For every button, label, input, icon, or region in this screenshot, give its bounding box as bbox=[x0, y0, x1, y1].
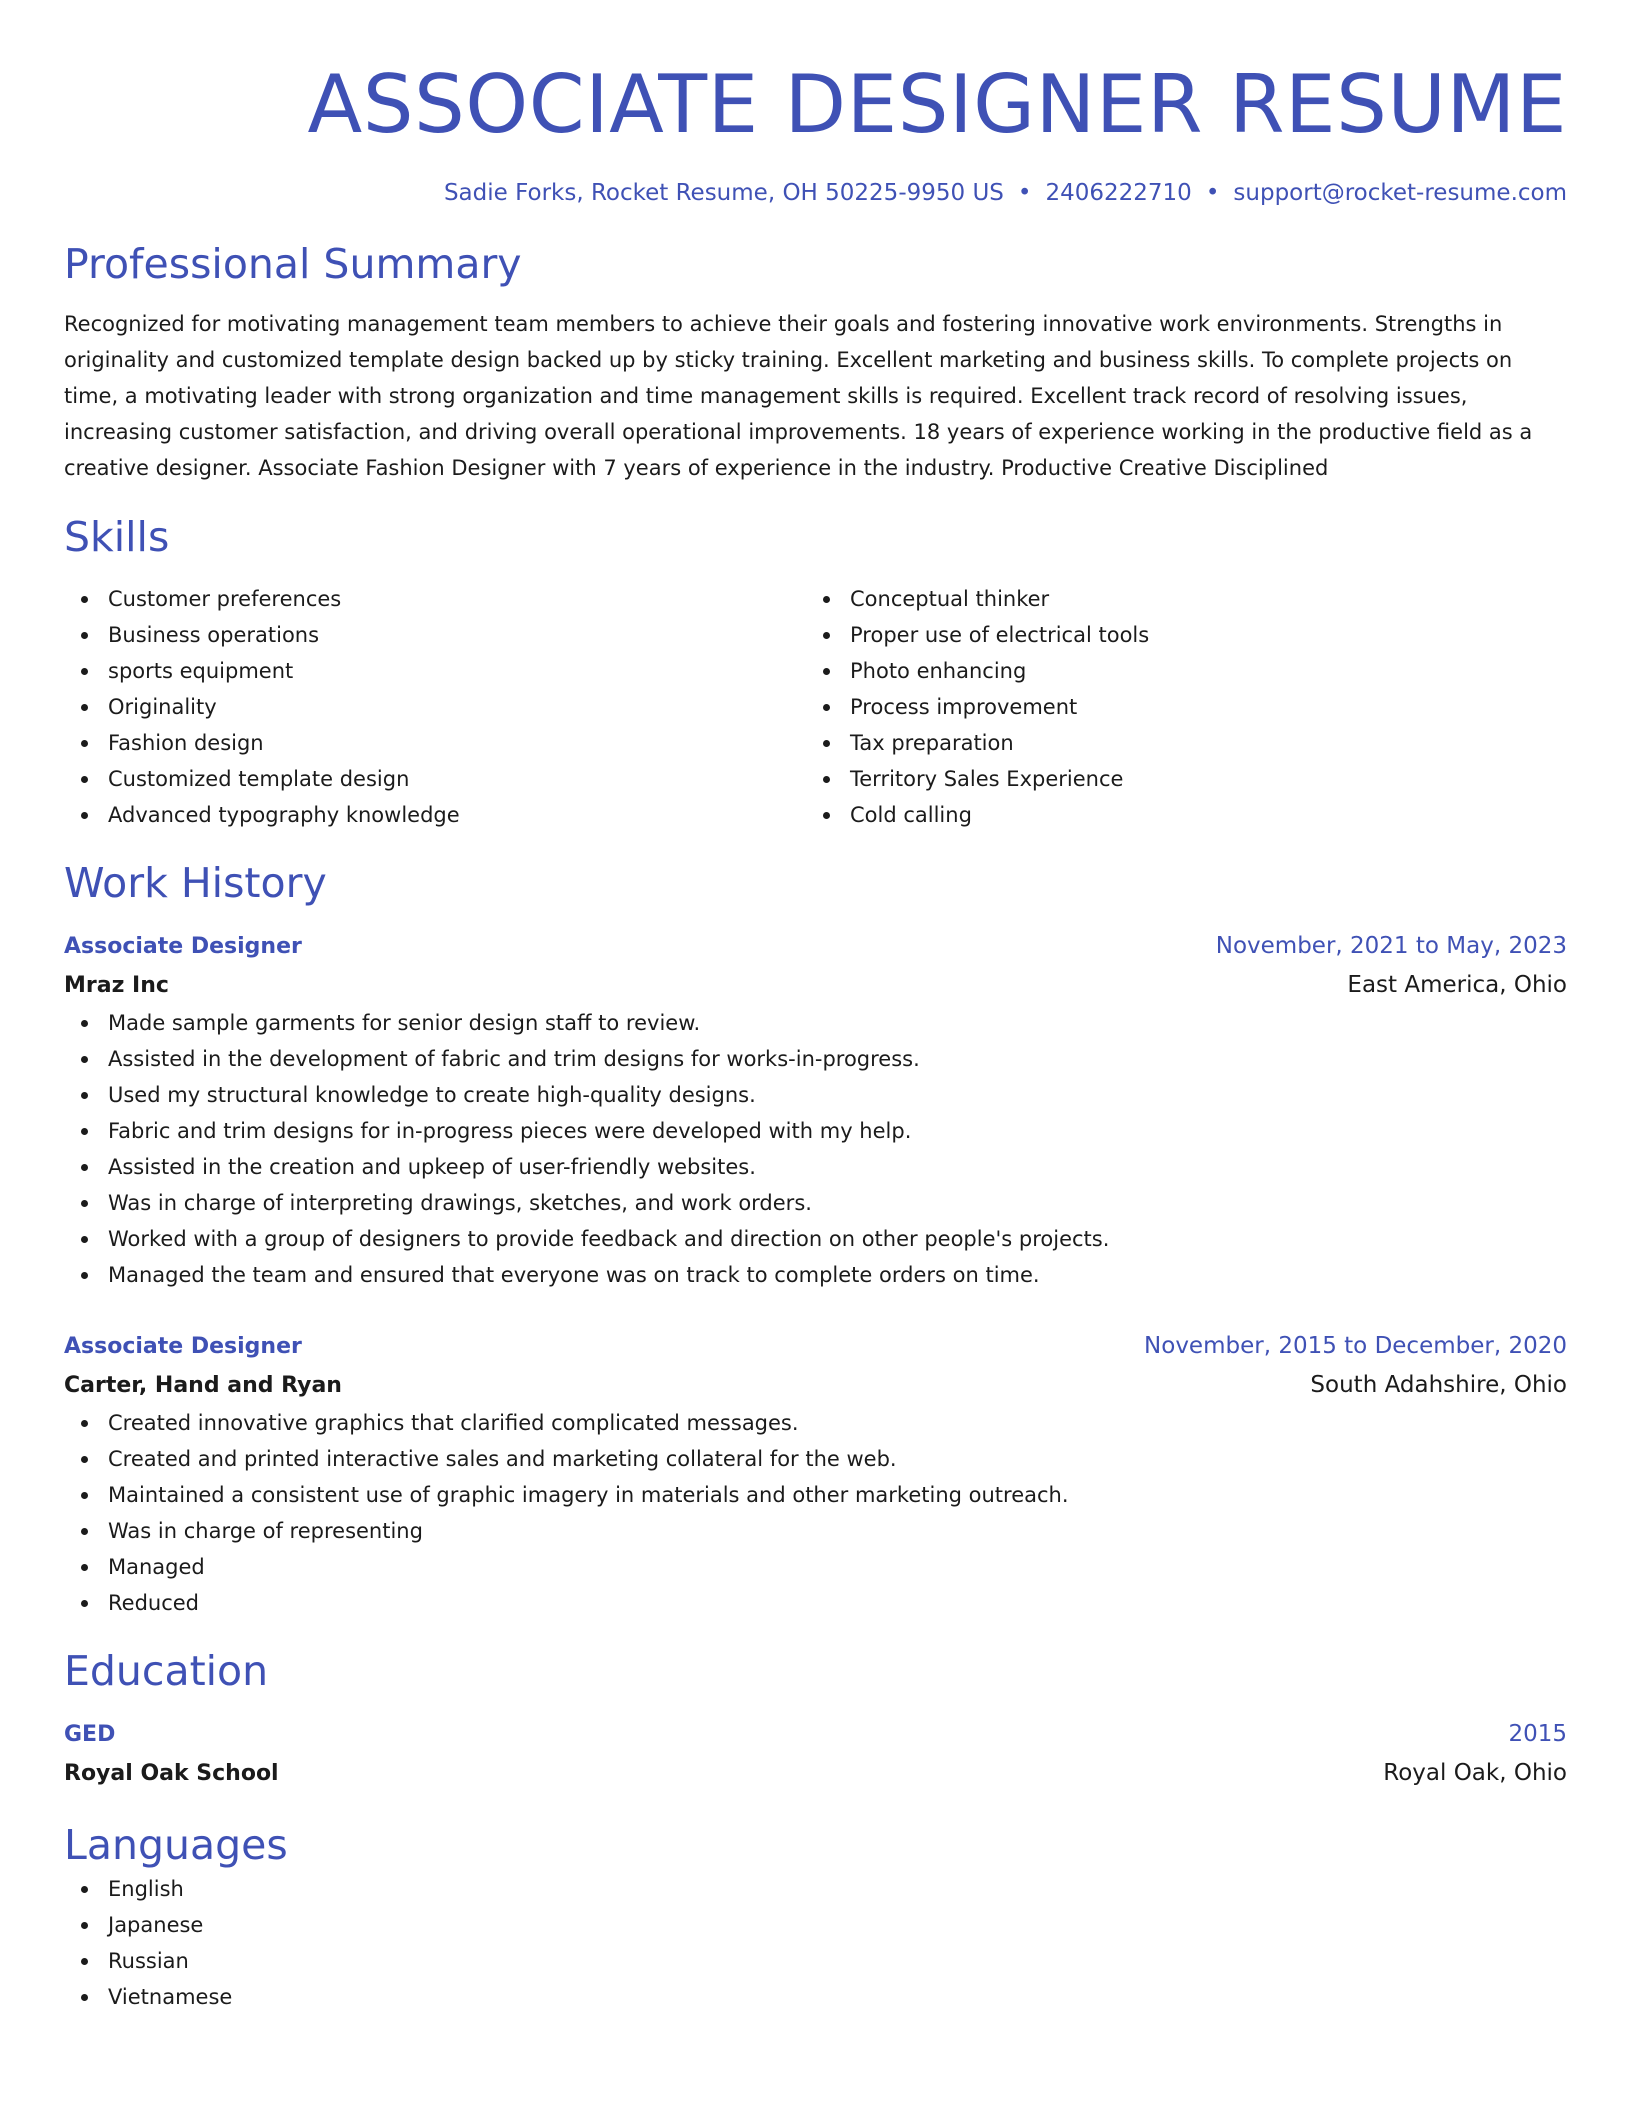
job-location: South Adahshire, Ohio bbox=[1310, 1372, 1567, 1398]
language-item: Japanese bbox=[64, 1907, 1567, 1943]
job-bullet: Created innovative graphics that clarified complicated messages. bbox=[64, 1405, 1567, 1441]
education-school-row bbox=[64, 1754, 1567, 1793]
skill-item: Customized template design bbox=[64, 761, 806, 797]
summary-text: Recognized for motivating management team members to achieve their goals and fostering innovative work environments. Strengths in originality and customized template design backed up by sticky training. Excellent marketing and business skills. To complete projects on time, a motivating leader with strong organization and time management skills is required. Excellent track record of resolving issues, increasing customer satisfaction, and driving overall operational improvements. 18 years of experience working in the productive field as a creative designer. Associate Fashion Designer with 7 years of experience in the industry. Productive Creative Disciplined bbox=[64, 312, 1533, 480]
skills-heading: Skills bbox=[64, 513, 170, 561]
contact-email: support@rocket-resume.com bbox=[1233, 180, 1567, 206]
work-history-heading: Work History bbox=[64, 859, 327, 907]
job-bullet-list bbox=[64, 1005, 1567, 1293]
skill-item: sports equipment bbox=[64, 653, 806, 689]
skill-item: Territory Sales Experience bbox=[806, 761, 1548, 797]
job-bullet: Maintained a consistent use of graphic imagery in materials and other marketing outreach. bbox=[64, 1477, 1567, 1513]
job-bullet: Assisted in the development of fabric and trim designs for works-in-progress. bbox=[64, 1041, 1567, 1077]
language-item: English bbox=[64, 1871, 1567, 1907]
job-bullet: Created and printed interactive sales and marketing collateral for the web. bbox=[64, 1441, 1567, 1477]
education-header-row bbox=[64, 1715, 1567, 1754]
skill-item: Cold calling bbox=[806, 797, 1548, 833]
skills-columns bbox=[64, 581, 1567, 833]
skill-item: Advanced typography knowledge bbox=[64, 797, 806, 833]
job-bullet: Managed bbox=[64, 1549, 1567, 1585]
education-entry bbox=[64, 1715, 1567, 1793]
resume-page bbox=[64, 0, 1567, 2015]
languages-list bbox=[64, 1871, 1567, 2015]
skills-column-right bbox=[806, 581, 1548, 833]
resume-title: ASSOCIATE DESIGNER RESUME bbox=[307, 58, 1567, 151]
job-dates: November, 2015 to December, 2020 bbox=[1144, 1333, 1567, 1359]
skill-item: Customer preferences bbox=[64, 581, 806, 617]
language-item: Russian bbox=[64, 1943, 1567, 1979]
job-company: Mraz Inc bbox=[64, 973, 169, 998]
skill-item: Business operations bbox=[64, 617, 806, 653]
job-bullet: Assisted in the creation and upkeep of user-friendly websites. bbox=[64, 1149, 1567, 1185]
job-entry bbox=[64, 1327, 1567, 1621]
job-dates: November, 2021 to May, 2023 bbox=[1215, 933, 1567, 959]
skills-column-left bbox=[64, 581, 806, 833]
job-bullet: Was in charge of interpreting drawings, sketches, and work orders. bbox=[64, 1185, 1567, 1221]
contact-separator: • bbox=[1205, 180, 1220, 206]
education-school: Royal Oak School bbox=[64, 1761, 279, 1786]
education-year: 2015 bbox=[1508, 1721, 1567, 1747]
skill-item: Tax preparation bbox=[806, 725, 1548, 761]
job-header-row bbox=[64, 1327, 1567, 1366]
skill-item: Process improvement bbox=[806, 689, 1548, 725]
job-bullet: Fabric and trim designs for in-progress pieces were developed with my help. bbox=[64, 1113, 1567, 1149]
language-item: Vietnamese bbox=[64, 1979, 1567, 2015]
education-degree: GED bbox=[64, 1722, 116, 1747]
summary-heading: Professional Summary bbox=[64, 240, 522, 288]
job-location: East America, Ohio bbox=[1347, 972, 1567, 998]
skill-item: Fashion design bbox=[64, 725, 806, 761]
skill-item: Photo enhancing bbox=[806, 653, 1548, 689]
contact-phone: 2406222710 bbox=[1045, 180, 1192, 206]
job-company-row bbox=[64, 966, 1567, 1005]
education-location: Royal Oak, Ohio bbox=[1383, 1760, 1567, 1786]
job-title: Associate Designer bbox=[64, 934, 302, 959]
job-company: Carter, Hand and Ryan bbox=[64, 1373, 342, 1398]
job-bullet: Managed the team and ensured that everyone was on track to complete orders on time. bbox=[64, 1257, 1567, 1293]
job-bullet: Used my structural knowledge to create high-quality designs. bbox=[64, 1077, 1567, 1113]
job-company-row bbox=[64, 1366, 1567, 1405]
contact-line bbox=[64, 178, 1567, 208]
skill-item: Conceptual thinker bbox=[806, 581, 1548, 617]
job-title: Associate Designer bbox=[64, 1334, 302, 1359]
job-bullet: Reduced bbox=[64, 1585, 1567, 1621]
skill-item: Originality bbox=[64, 689, 806, 725]
job-bullet: Was in charge of representing bbox=[64, 1513, 1567, 1549]
contact-address: Sadie Forks, Rocket Resume, OH 50225-9950 US bbox=[443, 180, 1004, 206]
skills-list-left bbox=[64, 581, 806, 833]
job-header-row bbox=[64, 927, 1567, 966]
languages-heading: Languages bbox=[64, 1821, 288, 1869]
job-entry bbox=[64, 927, 1567, 1293]
contact-separator: • bbox=[1017, 180, 1032, 206]
skill-item: Proper use of electrical tools bbox=[806, 617, 1548, 653]
skills-list-right bbox=[806, 581, 1548, 833]
education-heading: Education bbox=[64, 1647, 269, 1695]
job-bullet-list bbox=[64, 1405, 1567, 1621]
job-bullet: Made sample garments for senior design staff to review. bbox=[64, 1005, 1567, 1041]
job-bullet: Worked with a group of designers to provide feedback and direction on other people's projects. bbox=[64, 1221, 1567, 1257]
